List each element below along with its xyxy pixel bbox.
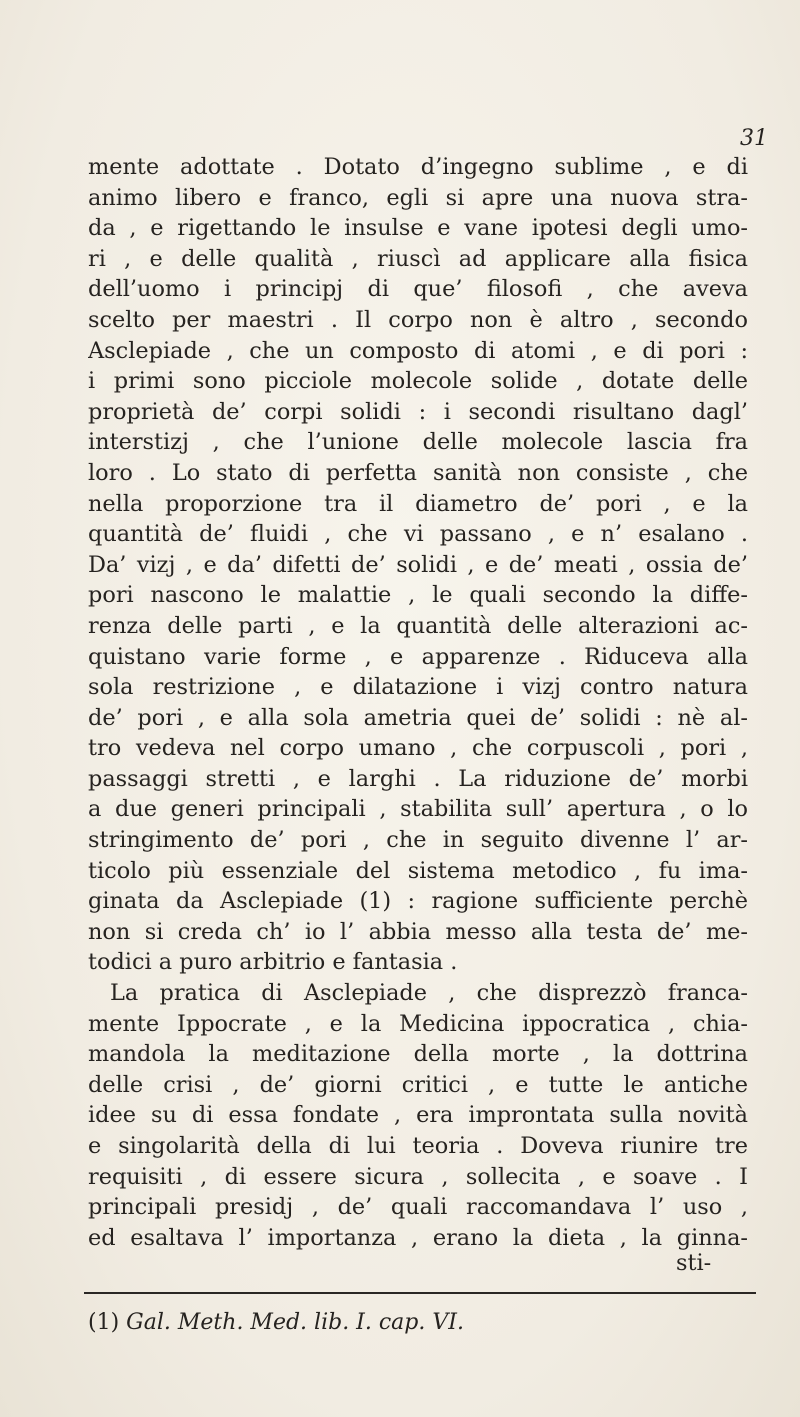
text-line: pori nascono le malattie , le quali secondo la diffe- xyxy=(88,582,748,609)
text-line: quantità de’ fluidi , che vi passano , e n’ esalano . xyxy=(88,521,748,548)
text-line: quistano varie forme , e apparenze . Riduceva alla xyxy=(88,643,748,670)
text-line: renza delle parti , e la quantità delle alterazioni ac- xyxy=(88,612,748,639)
text-line: nella proporzione tra il diametro de’ pori , e la xyxy=(88,490,748,517)
text-line: de’ pori , e alla sola ametria quei de’ solidi : nè al- xyxy=(88,704,748,731)
text-line: delle crisi , de’ giorni critici , e tutte le antiche xyxy=(88,1071,748,1098)
text-line: ginata da Asclepiade (1) : ragione sufficiente perchè xyxy=(88,888,748,915)
text-line: scelto per maestri . Il corpo non è altro , secondo xyxy=(88,306,748,333)
text-line: Da’ vizj , e da’ difetti de’ solidi , e de’ meati , ossia de’ xyxy=(88,551,748,578)
text-line: non si creda ch’ io l’ abbia messo alla testa de’ me- xyxy=(88,918,748,945)
catchword: sti- xyxy=(676,1250,712,1276)
text-line: ri , e delle qualità , riuscì ad applicare alla fisica xyxy=(88,245,748,272)
text-line: da , e rigettando le insulse e vane ipotesi degli umo- xyxy=(88,215,748,242)
text-line: animo libero e franco, egli si apre una nuova stra- xyxy=(88,184,748,211)
text-line: requisiti , di essere sicura , sollecita , e soave . I xyxy=(88,1163,748,1190)
footnote xyxy=(88,1310,464,1335)
text-line: mente Ippocrate , e la Medicina ippocratica , chia- xyxy=(88,1010,748,1037)
text-line: idee su di essa fondate , era improntata sulla novità xyxy=(88,1102,748,1129)
text-line: mandola la meditazione della morte , la dottrina xyxy=(88,1041,748,1068)
footnote-rule xyxy=(84,1292,756,1294)
text-line: a due generi principali , stabilita sull’ apertura , o lo xyxy=(88,796,748,823)
text-line: ed esaltava l’ importanza , erano la dieta , la ginna- xyxy=(88,1224,748,1251)
text-line: ticolo più essenziale del sistema metodico , fu ima- xyxy=(88,857,748,884)
text-line: loro . Lo stato di perfetta sanità non consiste , che xyxy=(88,459,748,486)
text-line: Asclepiade , che un composto di atomi , e di pori : xyxy=(88,337,748,364)
text-line: principali presidj , de’ quali raccomandava l’ uso , xyxy=(88,1194,748,1221)
page-number: 31 xyxy=(740,126,768,151)
text-line: La pratica di Asclepiade , che disprezzò franca- xyxy=(110,980,748,1007)
text-line: todici a puro arbitrio e fantasia . xyxy=(88,949,458,976)
text-line: proprietà de’ corpi solidi : i secondi risultano dagl’ xyxy=(88,398,748,425)
text-line: sola restrizione , e dilatazione i vizj contro natura xyxy=(88,674,748,701)
body-text xyxy=(88,152,748,1253)
text-line: i primi sono picciole molecole solide , dotate delle xyxy=(88,368,748,395)
footnote-marker: (1) xyxy=(88,1310,120,1335)
text-line: e singolarità della di lui teoria . Doveva riunire tre xyxy=(88,1133,748,1159)
text-line: dell’uomo i principj di que’ filosofi , che aveva xyxy=(88,276,748,303)
text-line: mente adottate . Dotato d’ingegno sublime , e di xyxy=(88,154,748,180)
footnote-text: Gal. Meth. Med. lib. I. cap. VI. xyxy=(126,1310,464,1335)
text-line: interstizj , che l’unione delle molecole lascia fra xyxy=(88,429,748,456)
text-line: stringimento de’ pori , che in seguito divenne l’ ar- xyxy=(88,827,748,854)
text-line: passaggi stretti , e larghi . La riduzione de’ morbi xyxy=(88,765,748,792)
text-line: tro vedeva nel corpo umano , che corpuscoli , pori , xyxy=(88,735,748,762)
